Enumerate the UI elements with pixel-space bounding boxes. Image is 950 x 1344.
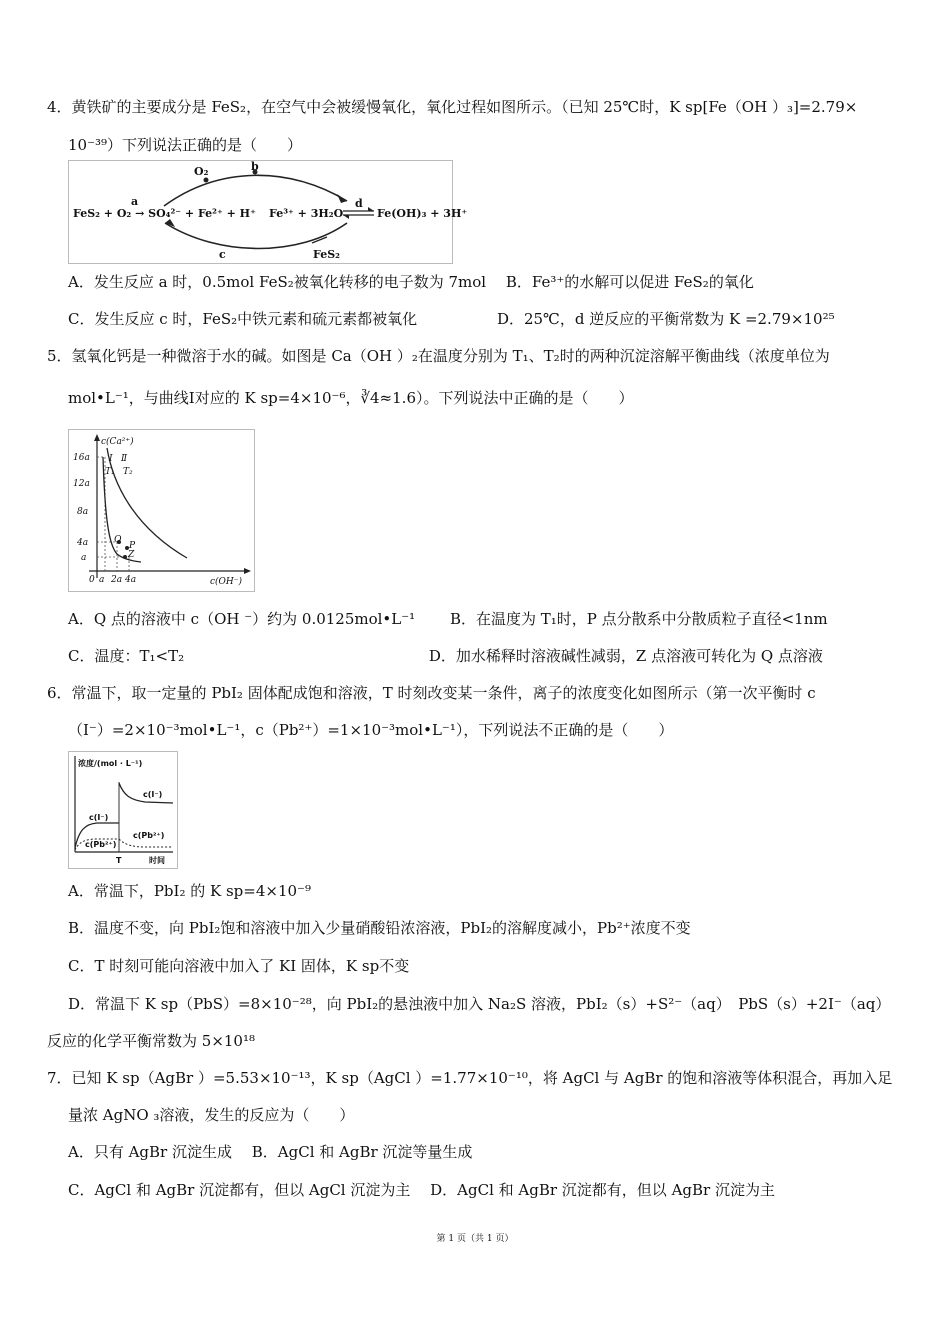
xtick-a: a: [99, 575, 105, 585]
eq-arrow-head-right: [368, 207, 374, 211]
q6-concentration-figure: [68, 751, 178, 869]
ytick-a: a: [81, 553, 87, 563]
q7-option-ab: A．只有 AgBr 沉淀生成 B．AgCl 和 AgBr 沉淀等量生成: [68, 1143, 473, 1161]
q4-option-ab: A．发生反应 a 时，0.5mol FeS₂被氧化转移的电子数为 7mol B．Fe³⁺的水解可以促进 FeS₂的氧化: [68, 273, 754, 291]
q5-option-ab: A．Q 点的溶液中 c（OH ⁻）约为 0.0125mol•L⁻¹ B．在温度为 T₁时，P 点分散系中分散质粒子直径<1nm: [68, 610, 828, 628]
arc-b: [164, 175, 347, 206]
q7-option-cd: C．AgCl 和 AgBr 沉淀都有，但以 AgCl 沉淀为主 D．AgCl 和 AgBr 沉淀都有，但以 AgBr 沉淀为主: [68, 1181, 775, 1199]
d-label: d: [355, 197, 363, 210]
curve-II-label: Ⅱ: [121, 454, 128, 464]
ytick-4a: 4a: [77, 538, 89, 548]
ytick-16a: 16a: [73, 453, 90, 463]
q7-stem-line1: 7．已知 K sp（AgBr ）=5.53×10⁻¹³，K sp（AgCl ）=1.77×10⁻¹⁰，将 AgCl 与 AgBr 的饱和溶液等体积混合，再加入足: [47, 1069, 893, 1087]
y-axis-arrow: [94, 434, 100, 441]
q5-stem-line1: 5．氢氧化钙是一种微溶于水的碱。如图是 Ca（OH ）₂在温度分别为 T₁、T₂时的两种沉淀溶解平衡曲线（浓度单位为: [47, 347, 830, 365]
y-axis-label: 浓度/(mol · L⁻¹): [78, 759, 143, 768]
left-equation: FeS₂ + O₂ → SO₄²⁻ + Fe²⁺ + H⁺: [73, 207, 256, 220]
arc-c: [165, 223, 347, 249]
q6-stem-line1: 6．常温下，取一定量的 PbI₂ 固体配成饱和溶液，T 时刻改变某一条件，离子的浓度变化如图所示（第一次平衡时 c: [47, 684, 816, 702]
t2-label: T₂: [123, 467, 133, 477]
q6-option-d: D．常温下 K sp（PbS）=8×10⁻²⁸，向 PbI₂的悬浊液中加入 Na₂S 溶液，PbI₂（s）+S²⁻（aq） PbS（s）+2I⁻（aq）: [68, 995, 891, 1013]
z-label: Z: [128, 550, 135, 560]
q6-option-b: B．温度不变，向 PbI₂饱和溶液中加入少量硝酸铅浓溶液，PbI₂的溶解度减小，Pb²⁺浓度不变: [68, 919, 691, 937]
x-axis-label: c(OH⁻): [210, 577, 243, 587]
x-axis-arrow: [244, 568, 251, 574]
page-footer: 第 1 页（共 1 页）: [436, 1234, 514, 1244]
xtick-0: 0: [89, 575, 95, 585]
q-label: Q: [114, 535, 122, 545]
p-label: P: [129, 541, 136, 551]
t1-label: T₁: [105, 467, 115, 477]
o2-junction-dot: [204, 178, 209, 183]
q6-option-c: C．T 时刻可能向溶液中加入了 KI 固体，K sp不变: [68, 957, 410, 975]
ytick-8a: 8a: [77, 507, 89, 517]
pb-before-label: c(Pb²⁺): [85, 840, 117, 849]
c-label: c: [219, 248, 226, 261]
q4-oxidation-diagram: [68, 160, 468, 264]
pb-after-label: c(Pb²⁺): [133, 831, 165, 840]
o2-label: O₂: [194, 165, 209, 178]
q5-dissolution-curve-figure: [68, 429, 255, 592]
q6-stem-line2: （I⁻）=2×10⁻³mol•L⁻¹，c（Pb²⁺）=1×10⁻³mol•L⁻¹），下列说法不正确的是（ ）: [68, 721, 674, 739]
pb-after-curve: [119, 839, 173, 847]
xtick-4a: 4a: [125, 575, 137, 585]
xtick-2a: 2a: [111, 575, 123, 585]
ytick-12a: 12a: [73, 479, 90, 489]
point-z: [123, 555, 127, 559]
x-axis-label: 时间: [149, 856, 165, 865]
mid-species: Fe³⁺ + 3H₂O: [269, 207, 344, 220]
q6-option-d-continued: 反应的化学平衡常数为 5×10¹⁸: [47, 1032, 255, 1050]
y-axis-label: c(Ca²⁺): [101, 437, 134, 447]
a-label: a: [131, 195, 139, 208]
q4-option-cd: C．发生反应 c 时，FeS₂中铁元素和硫元素都被氧化 D．25℃，d 逆反应的平衡常数为 K =2.79×10²⁵: [68, 310, 835, 328]
arc-b-arrowhead: [337, 194, 347, 203]
q4-stem-line1: 4．黄铁矿的主要成分是 FeS₂，在空气中会被缓慢氧化，氧化过程如图所示。（已知 25℃时，K sp[Fe（OH ）₃]=2.79×: [47, 98, 858, 116]
i-before-label: c(I⁻): [89, 813, 109, 822]
i-after-label: c(I⁻): [143, 790, 163, 799]
fes2-label: FeS₂: [313, 248, 340, 261]
eq-arrow-head-left: [343, 215, 349, 219]
t-label: T: [116, 856, 122, 865]
q5-stem-line2: mol•L⁻¹，与曲线Ⅰ对应的 K sp=4×10⁻⁶，∛4≈1.6）。下列说法中正确的是（ ）: [68, 389, 634, 407]
q5-option-cd: C．温度：T₁<T₂ D．加水稀释时溶液碱性减弱，Z 点溶液可转化为 Q 点溶液: [68, 647, 823, 665]
curve-I-label: Ⅰ: [109, 454, 113, 464]
b-label: b: [251, 160, 259, 173]
q6-option-a: A．常温下，PbI₂ 的 K sp=4×10⁻⁹: [68, 882, 311, 900]
q7-stem-line2: 量浓 AgNO ₃溶液，发生的反应为（ ）: [68, 1106, 355, 1124]
right-species: Fe(OH)₃ + 3H⁺: [377, 207, 468, 220]
q4-stem-line2: 10⁻³⁹）下列说法正确的是（ ）: [68, 136, 303, 154]
